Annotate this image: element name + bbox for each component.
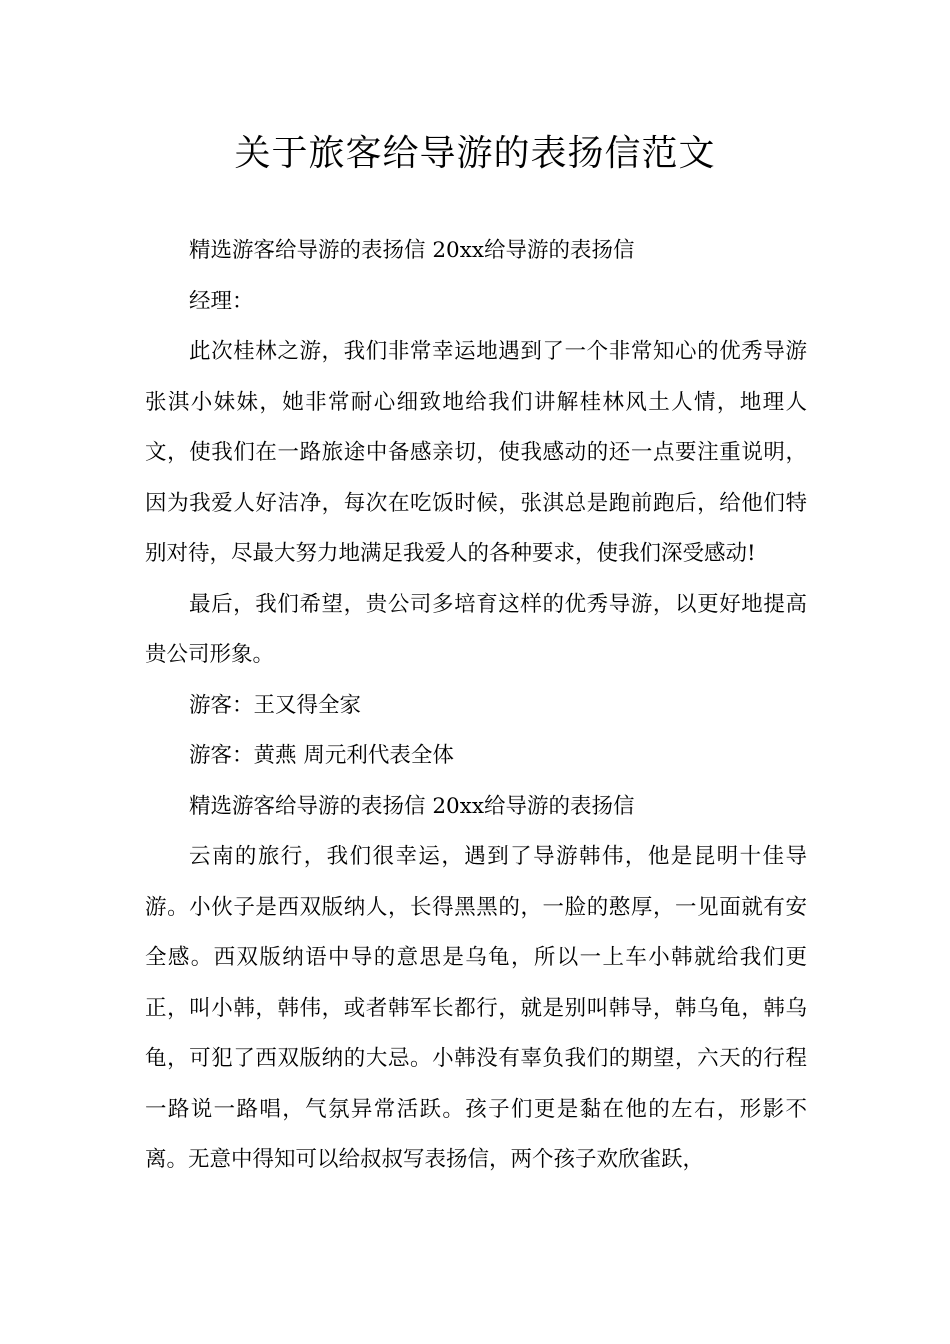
paragraph-letter-2-body: 云南的旅行，我们很幸运，遇到了导游韩伟，他是昆明十佳导游。小伙子是西双版纳人，长得黑黑的，一脸的憨厚，一见面就有安全感。西双版纳语中导的意思是乌龟，所以一上车小韩就给我们更正，叫小韩，韩伟，或者韩军长都行，就是别叫韩导，韩乌龟，韩乌龟，可犯了西双版纳的大忌。小韩没有辜负我们的期望，六天的行程一路说一路唱，气氛异常活跃。孩子们更是黏在他的左右，形影不离。无意中得知可以给叔叔写表扬信，两个孩子欢欣雀跃， [145, 844, 807, 1172]
paragraph-letter-1-body: 此次桂林之游，我们非常幸运地遇到了一个非常知心的优秀导游张淇小妹妹，她非常耐心细致地给我们讲解桂林风土人情，地理人文，使我们在一路旅途中备感亲切，使我感动的还一点要注重说明，因为我爱人好洁净，每次在吃饭时候，张淇总是跑前跑后，给他们特别对待，尽最大努力地满足我爱人的各种要求，使我们深受感动! [145, 339, 807, 566]
document-title: 关于旅客给导游的表扬信范文 [234, 133, 716, 174]
paragraph-heading-1: 精选游客给导游的表扬信 20xx给导游的表扬信 [189, 238, 635, 263]
paragraph-signature-1: 游客：王又得全家 [189, 692, 362, 718]
paragraph-salutation: 经理： [189, 288, 254, 314]
document-body [145, 226, 807, 1186]
paragraph-signature-2: 游客：黄燕 周元利代表全体 [189, 743, 454, 768]
paragraph-heading-2: 精选游客给导游的表扬信 20xx给导游的表扬信 [189, 793, 635, 819]
paragraph-letter-1-closing: 最后，我们希望，贵公司多培育这样的优秀导游，以更好地提高贵公司形象。 [145, 591, 807, 667]
